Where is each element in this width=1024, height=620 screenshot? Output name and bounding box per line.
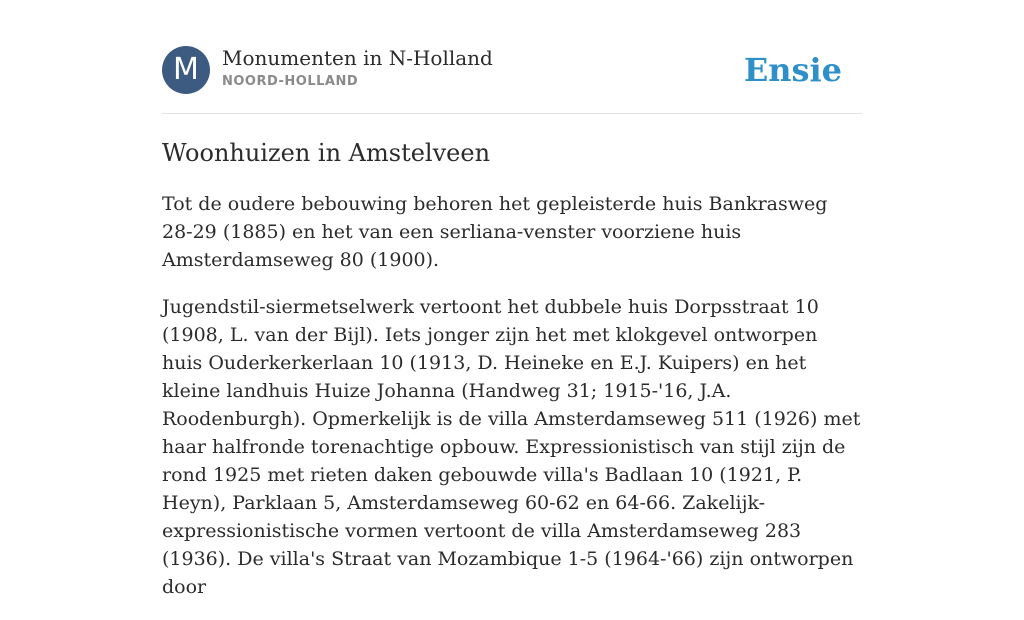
header: [162, 46, 862, 96]
article-paragraph: Jugendstil-siermetselwerk vertoont het dubbele huis Dorpsstraat 10 (1908, L. van der Bijl). Iets jonger zijn het met klokgevel ontworpen huis Ouderkerkerlaan 10 (1913, D. Heineke en E.J. Kuipers) en het kleine landhuis Huize Johanna (Handweg 31; 1915-'16, J.A. Roodenburgh). Opmerkelijk is de villa Amsterdamseweg 511 (1926) met haar halfronde torenachtige opbouw. Expressionistisch van stijl zijn de rond 1925 met rieten daken gebouwde villa's Badlaan 10 (1921, P. Heyn), Parklaan 5, Amsterdamseweg 60-62 en 64-66. Zakelijk-expressionistische vormen vertoont de villa Amsterdamseweg 283 (1936). De villa's Straat van Mozambique 1-5 (1964-'66) zijn ontworpen door: [162, 296, 861, 598]
article-title: Woonhuizen in Amstelveen: [162, 139, 491, 167]
ensie-logo[interactable]: Ensie: [743, 51, 842, 89]
site-title[interactable]: Monumenten in N-Holland: [222, 46, 493, 70]
page: [162, 0, 862, 598]
article-paragraph: Tot de oudere bebouwing behoren het gepleisterde huis Bankrasweg 28-29 (1885) en het van een serliana-venster voorziene huis Amsterdamseweg 80 (1900).: [162, 193, 828, 271]
article-body: [162, 190, 862, 620]
header-divider: [162, 113, 862, 114]
site-subtitle[interactable]: NOORD-HOLLAND: [222, 74, 359, 89]
avatar[interactable]: M: [162, 46, 210, 94]
